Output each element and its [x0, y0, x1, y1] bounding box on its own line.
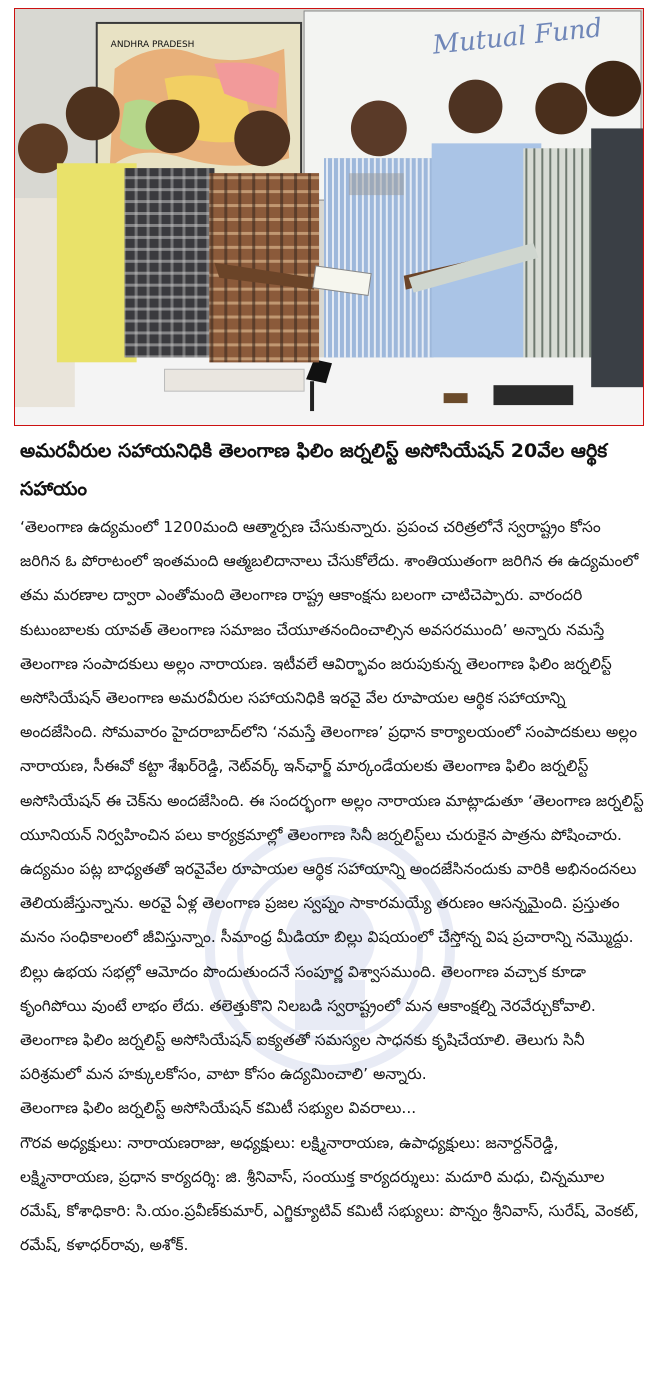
cheque-handover-photo	[15, 9, 643, 425]
article-headline: అమరవీరుల సహాయనిధికి తెలంగాణ ఫిలిం జర్నలిస్ట్ అసోసియేషన్ 20వేల ఆర్థిక సహాయం	[20, 440, 608, 500]
news-photo	[14, 8, 644, 426]
committee-heading: తెలంగాణ ఫిలిం జర్నలిస్ట్ అసోసియేషన్ కమిటీ సభ్యుల వివరాలు...	[20, 1099, 417, 1118]
article-paragraph-main: ‘తెలంగాణ ఉద్యమంలో 1200మంది ఆత్మార్పణ చేసుకున్నారు. ప్రపంచ చరిత్రలోనే స్వరాష్ట్రం కోసం జరిగిన ఓ పోరాటంలో ఇంతమంది ఆత్మబలిదానాలు చేసుకోలేదు. శాంతియుతంగా జరిగిన ఈ ఉద్యమంలో తమ మరణాల ద్వారా ఎంతోమంది తెలంగాణ రాష్ట్ర ఆకాంక్షను బలంగా చాటిచెప్పారు. వారందరి కుటుంబాలకు యావత్ తెలంగాణ సమాజం చేయూతనందించాల్సిన అవసరముంది’ అన్నారు నమస్తే తెలంగాణ సంపాదకులు అల్లం నారాయణ. ఇటీవలే ఆవిర్భావం జరుపుకున్న తెలంగాణ ఫిలిం జర్నలిస్ట్ అసోసియేషన్ తెలంగాణ అమరవీరుల సహాయనిధికి ఇరవై వేల రూపాయల ఆర్థిక సహాయాన్ని అందజేసింది. సోమవారం హైదరాబాద్‌లోని ‘నమస్తే తెలంగాణ’ ప్రధాన కార్యాలయంలో సంపాదకులు అల్లం నారాయణ, సీఈవో కట్టా శేఖర్‌రెడ్డి, నెట్‌వర్క్ ఇన్‌ఛార్జ్ మార్కండేయలకు తెలంగాణ ఫిలిం జర్నలిస్ట్ అసోసియేషన్ ఈ చెక్‌ను అందజేసింది. ఈ సందర్భంగా అల్లం నారాయణ మాట్లాడుతూ ‘తెలంగాణ జర్నలిస్ట్ యూనియన్ నిర్వహించిన పలు కార్యక్రమాల్లో తెలంగాణ సినీ జర్నలిస్ట్‌లు చురుకైన పాత్రను పోషించారు. ఉద్యమం పట్ల బాధ్యతతో ఇరవైవేల రూపాయల ఆర్థిక సహాయాన్ని అందజేసినందుకు వారికి అభినందనలు తెలియజేస్తున్నాను. అరవై ఏళ్ల తెలంగాణ ప్రజల స్వప్నం సాకారమయ్యే తరుణం ఆసన్నమైంది. ప్రస్తుతం మనం సంధికాలంలో జీవిస్తున్నాం. సీమాంధ్ర మీడియా బిల్లు విషయంలో చేస్తోన్న విష ప్రచారాన్ని నమ్మొద్దు. బిల్లు ఉభయ సభల్లో ఆమోదం పొందుతుందనే సంపూర్ణ విశ్వాసముంది. తెలంగాణ వచ్చాక కూడా కృంగిపోయి వుంటే లాభం లేదు. తలెత్తుకొని నిలబడి స్వరాష్ట్రంలో మన ఆకాంక్షల్ని నెరవేర్చుకోవాలి. తెలంగాణ ఫిలిం జర్నలిస్ట్ అసోసియేషన్ ఐక్యతతో సమస్యల సాధనకు కృషిచేయాలి. తెలుగు సినీ పరిశ్రమలో మన హక్కులకోసం, వాటా కోసం ఉద్యమించాలి’ అన్నారు.	[20, 518, 644, 1084]
map-title: ANDHRA PRADESH	[110, 39, 195, 50]
article-body	[20, 510, 646, 1262]
whiteboard-text: Mutual Fund	[431, 13, 604, 61]
committee-members: గౌరవ అధ్యక్షులు: నారాయణరాజు, అధ్యక్షులు: లక్ష్మినారాయణ, ఉపాధ్యక్షులు: జనార్దన్‌రెడ్డి, లక్ష్మినారాయణ, ప్రధాన కార్యదర్శి: జి. శ్రీనివాస్, సంయుక్త కార్యదర్శులు: మదూరి మధు, చిన్నమూల రమేష్, కోశాధికారి: సి.యం.ప్రవీణ్‌కుమార్, ఎగ్జిక్యూటివ్ కమిటీ సభ్యులు: పొన్నం శ్రీనివాస్, సురేష్, వెంకట్, రమేష్, కళాధర్‌రావు, అశోక్.	[20, 1133, 639, 1255]
